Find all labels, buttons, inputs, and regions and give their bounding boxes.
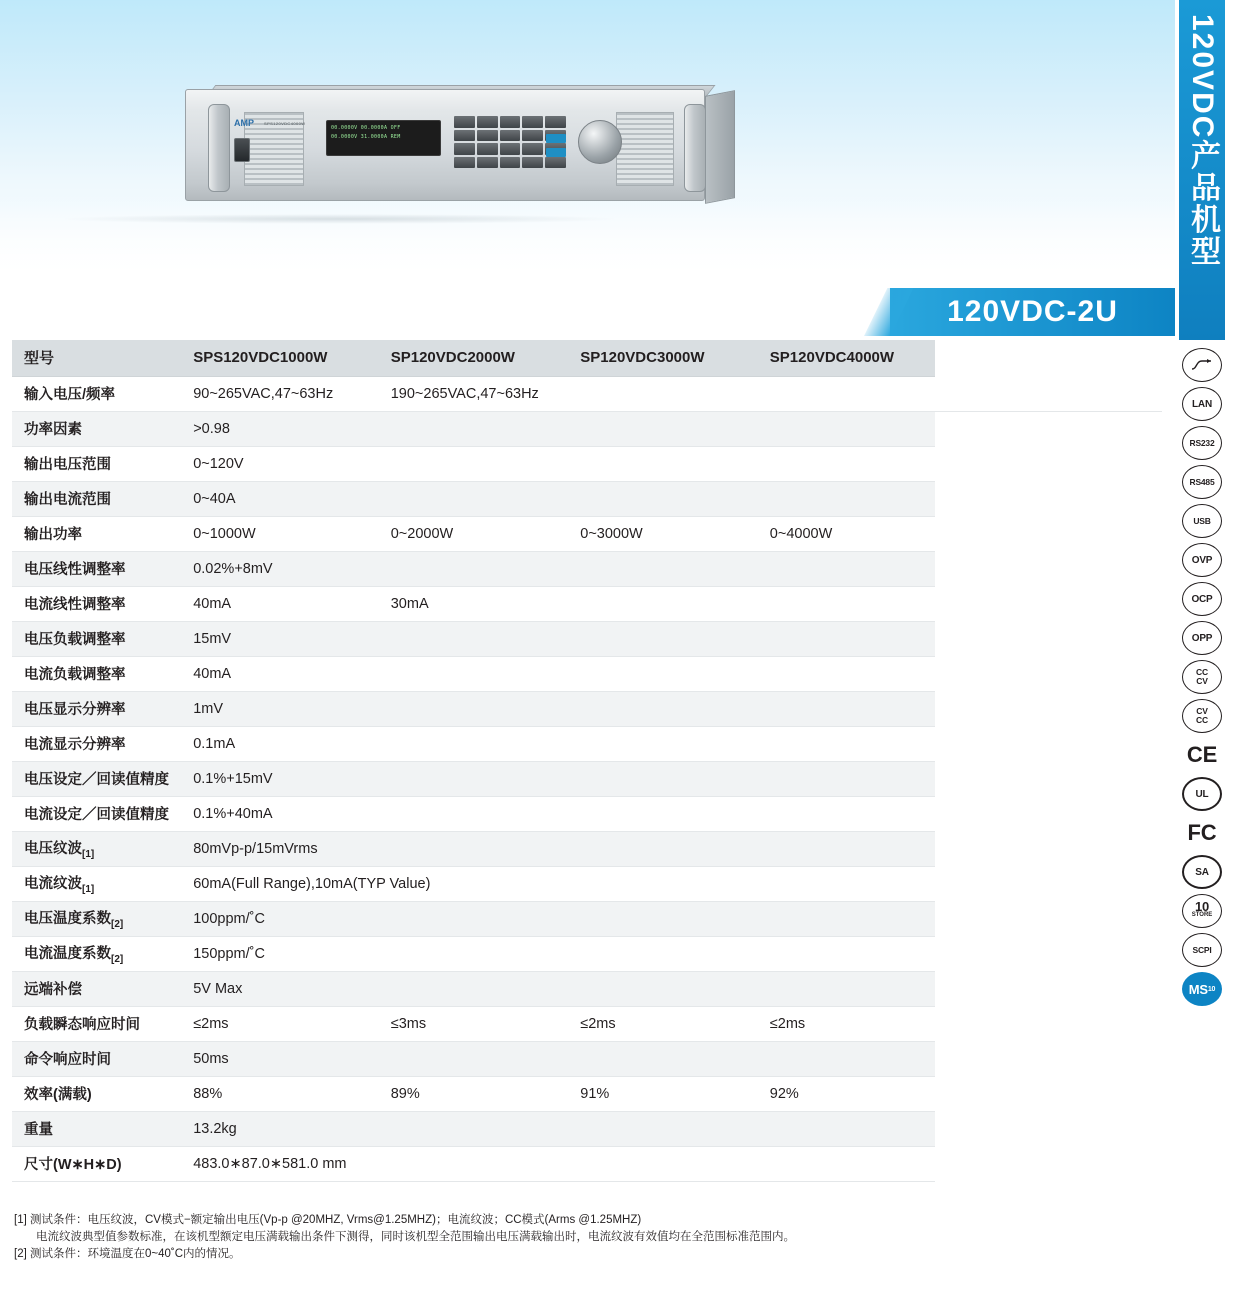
ms-icon bbox=[1182, 972, 1222, 1006]
row-label-footnote-ref: [1] bbox=[82, 883, 95, 895]
spec-table-body bbox=[12, 340, 1162, 1181]
row-label-footnote-ref: [2] bbox=[111, 918, 124, 930]
cc-label: CC bbox=[1196, 667, 1208, 677]
device-vent-right bbox=[616, 112, 674, 186]
ovp-icon: OVP bbox=[1182, 543, 1222, 577]
table-header-row bbox=[12, 340, 1162, 376]
device-adjust-knob bbox=[578, 120, 622, 164]
device-logo: AMP bbox=[234, 118, 254, 128]
table-row bbox=[12, 936, 1162, 971]
display-line-2: 00.0000V 31.0000A REM bbox=[331, 134, 401, 140]
table-row bbox=[12, 586, 1162, 621]
column-header-model-2: SP120VDC2000W bbox=[379, 340, 569, 376]
ms-label: MS bbox=[1188, 981, 1208, 997]
table-cell: 150ppm/˚C bbox=[181, 936, 934, 971]
device-model-label: SPS120VDC4000W bbox=[264, 121, 306, 126]
row-label: 命令响应时间 bbox=[12, 1041, 181, 1076]
hero-fade bbox=[0, 200, 1175, 290]
cc-label-2: CC bbox=[1196, 715, 1208, 725]
table-row bbox=[12, 796, 1162, 831]
cv-cc-icon bbox=[1182, 699, 1222, 733]
table-cell: 60mA(Full Range),10mA(TYP Value) bbox=[181, 866, 934, 901]
row-label: 输出功率 bbox=[12, 516, 181, 551]
table-cell: 92% bbox=[758, 1076, 935, 1111]
table-cell: 91% bbox=[568, 1076, 758, 1111]
row-label: 输出电压范围 bbox=[12, 446, 181, 481]
row-label: 效率(满载) bbox=[12, 1076, 181, 1111]
ocp-icon: OCP bbox=[1182, 582, 1222, 616]
table-cell: 0~4000W bbox=[758, 516, 935, 551]
table-cell: 190~265VAC,47~63Hz bbox=[379, 376, 935, 411]
table-cell: 0~1000W bbox=[181, 516, 379, 551]
table-row bbox=[12, 551, 1162, 586]
table-cell: ≤2ms bbox=[568, 1006, 758, 1041]
cc-cv-icon bbox=[1182, 660, 1222, 694]
row-label: 电流温度系数$_{[2]}$ bbox=[12, 936, 181, 971]
store-icon bbox=[1182, 894, 1222, 928]
table-cell bbox=[1048, 376, 1162, 411]
table-cell: 40mA bbox=[181, 586, 379, 621]
footnote-1-cont: 电流纹波典型值参数标准，在该机型额定电压满载输出条件下测得，同时该机型全范围输出电压满载输出时，电流纹波有效值均在全范围标准范围内。 bbox=[36, 1231, 795, 1243]
table-cell: 90~265VAC,47~63Hz bbox=[181, 376, 379, 411]
model-banner: 120VDC-2U bbox=[890, 288, 1175, 336]
cv-label-2: CV bbox=[1196, 706, 1208, 716]
table-row bbox=[12, 621, 1162, 656]
column-header-model-1: SPS120VDC1000W bbox=[181, 340, 379, 376]
row-label: 电流设定／回读值精度 bbox=[12, 796, 181, 831]
table-row bbox=[12, 1146, 1162, 1181]
rs232-icon: RS232 bbox=[1182, 426, 1222, 460]
fcc-icon: FC bbox=[1187, 820, 1217, 845]
footnotes bbox=[14, 1212, 1144, 1263]
row-label: 输出电流范围 bbox=[12, 481, 181, 516]
device-handle-right bbox=[684, 104, 706, 192]
row-label: 负载瞬态响应时间 bbox=[12, 1006, 181, 1041]
specification-table bbox=[12, 340, 1162, 1182]
table-cell: 483.0∗87.0∗581.0 mm bbox=[181, 1146, 934, 1181]
row-label: 电流负载调整率 bbox=[12, 656, 181, 691]
table-row bbox=[12, 726, 1162, 761]
table-cell: 0.02%+8mV bbox=[181, 551, 934, 586]
table-cell: 0~40A bbox=[181, 481, 934, 516]
table-cell: 5V Max bbox=[181, 971, 934, 1006]
table-cell: 40mA bbox=[181, 656, 934, 691]
ce-icon: CE bbox=[1186, 742, 1218, 767]
ms-sub: 10 bbox=[1207, 985, 1216, 993]
table-row bbox=[12, 761, 1162, 796]
table-cell: ≤2ms bbox=[181, 1006, 379, 1041]
rail-title-text: 120VDC产品机型 bbox=[1186, 14, 1219, 268]
feature-icon-column bbox=[1171, 348, 1233, 1006]
table-cell: 0.1mA bbox=[181, 726, 934, 761]
table-row bbox=[12, 1006, 1162, 1041]
table-cell: 13.2kg bbox=[181, 1111, 934, 1146]
table-cell bbox=[935, 376, 1049, 411]
rail-title-bar bbox=[1179, 0, 1225, 340]
row-label-footnote-ref: [2] bbox=[111, 953, 124, 965]
row-label: 电流显示分辨率 bbox=[12, 726, 181, 761]
table-row bbox=[12, 971, 1162, 1006]
table-row bbox=[12, 1041, 1162, 1076]
display-line-1: 00.0000V 00.0000A OFF bbox=[331, 125, 401, 131]
row-label: 电压温度系数$_{[2]}$ bbox=[12, 901, 181, 936]
column-header-model-4: SP120VDC4000W bbox=[758, 340, 935, 376]
row-label: 功率因素 bbox=[12, 411, 181, 446]
table-cell: 0.1%+15mV bbox=[181, 761, 934, 796]
analog-icon bbox=[1182, 348, 1222, 382]
footnote-1: [1] 测试条件：电压纹波，CV模式−额定输出电压(Vp-p @20MHZ, Vrms@1.25MHZ)；电流纹波；CC模式(Arms @1.25MHZ) bbox=[14, 1214, 642, 1226]
device-side-panel bbox=[705, 90, 735, 204]
rs485-icon: RS485 bbox=[1182, 465, 1222, 499]
table-cell: ≤3ms bbox=[379, 1006, 569, 1041]
device-display bbox=[326, 120, 441, 156]
table-cell: ≤2ms bbox=[758, 1006, 935, 1041]
table-row bbox=[12, 901, 1162, 936]
table-cell: 1mV bbox=[181, 691, 934, 726]
scpi-icon: SCPI bbox=[1182, 933, 1222, 967]
table-row bbox=[12, 656, 1162, 691]
usb-icon: USB bbox=[1182, 504, 1222, 538]
row-label: 电压纹波$_{[1]}$ bbox=[12, 831, 181, 866]
table-row bbox=[12, 1076, 1162, 1111]
table-cell: 30mA bbox=[379, 586, 935, 621]
store-count: 10 bbox=[1194, 899, 1210, 914]
table-cell: 88% bbox=[181, 1076, 379, 1111]
row-label: 尺寸(W∗H∗D) bbox=[12, 1146, 181, 1181]
table-cell: 100ppm/˚C bbox=[181, 901, 934, 936]
table-row bbox=[12, 691, 1162, 726]
table-cell: 50ms bbox=[181, 1041, 934, 1076]
row-label: 电流纹波$_{[1]}$ bbox=[12, 866, 181, 901]
table-cell: 0~120V bbox=[181, 446, 934, 481]
column-header-label: 型号 bbox=[12, 340, 181, 376]
row-label: 输入电压/频率 bbox=[12, 376, 181, 411]
table-cell: >0.98 bbox=[181, 411, 934, 446]
table-cell: 89% bbox=[379, 1076, 569, 1111]
row-label: 电流线性调整率 bbox=[12, 586, 181, 621]
footnote-2: [2] 测试条件：环境温度在0~40˚C内的情况。 bbox=[14, 1248, 241, 1260]
hero-image bbox=[0, 0, 1175, 290]
table-row bbox=[12, 831, 1162, 866]
row-label: 电压线性调整率 bbox=[12, 551, 181, 586]
table-cell: 15mV bbox=[181, 621, 934, 656]
device-front-panel bbox=[185, 89, 705, 201]
power-switch bbox=[234, 138, 250, 162]
power-supply-illustration bbox=[150, 85, 740, 215]
table-row bbox=[12, 411, 1162, 446]
row-label: 重量 bbox=[12, 1111, 181, 1146]
row-label-footnote-ref: [1] bbox=[82, 848, 95, 860]
row-label: 电压设定／回读值精度 bbox=[12, 761, 181, 796]
row-label: 远端补偿 bbox=[12, 971, 181, 1006]
row-label: 电压显示分辨率 bbox=[12, 691, 181, 726]
table-row bbox=[12, 446, 1162, 481]
table-cell: 80mVp-p/15mVrms bbox=[181, 831, 934, 866]
cv-label: CV bbox=[1196, 676, 1208, 686]
ul-icon: UL bbox=[1182, 777, 1222, 811]
store-sub: STORE bbox=[1191, 912, 1213, 918]
csa-icon: SA bbox=[1182, 855, 1222, 889]
table-row bbox=[12, 376, 1162, 411]
lan-icon: LAN bbox=[1182, 387, 1222, 421]
table-row bbox=[12, 1111, 1162, 1146]
table-cell: 0~2000W bbox=[379, 516, 569, 551]
column-header-model-3: SP120VDC3000W bbox=[568, 340, 758, 376]
device-handle-left bbox=[208, 104, 230, 192]
table-cell: 0.1%+40mA bbox=[181, 796, 934, 831]
row-label: 电压负载调整率 bbox=[12, 621, 181, 656]
device-button-blue-2 bbox=[546, 148, 566, 157]
table-row bbox=[12, 516, 1162, 551]
device-button-blue-1 bbox=[546, 134, 566, 143]
table-row bbox=[12, 866, 1162, 901]
opp-icon: OPP bbox=[1182, 621, 1222, 655]
table-cell: 0~3000W bbox=[568, 516, 758, 551]
table-row bbox=[12, 481, 1162, 516]
